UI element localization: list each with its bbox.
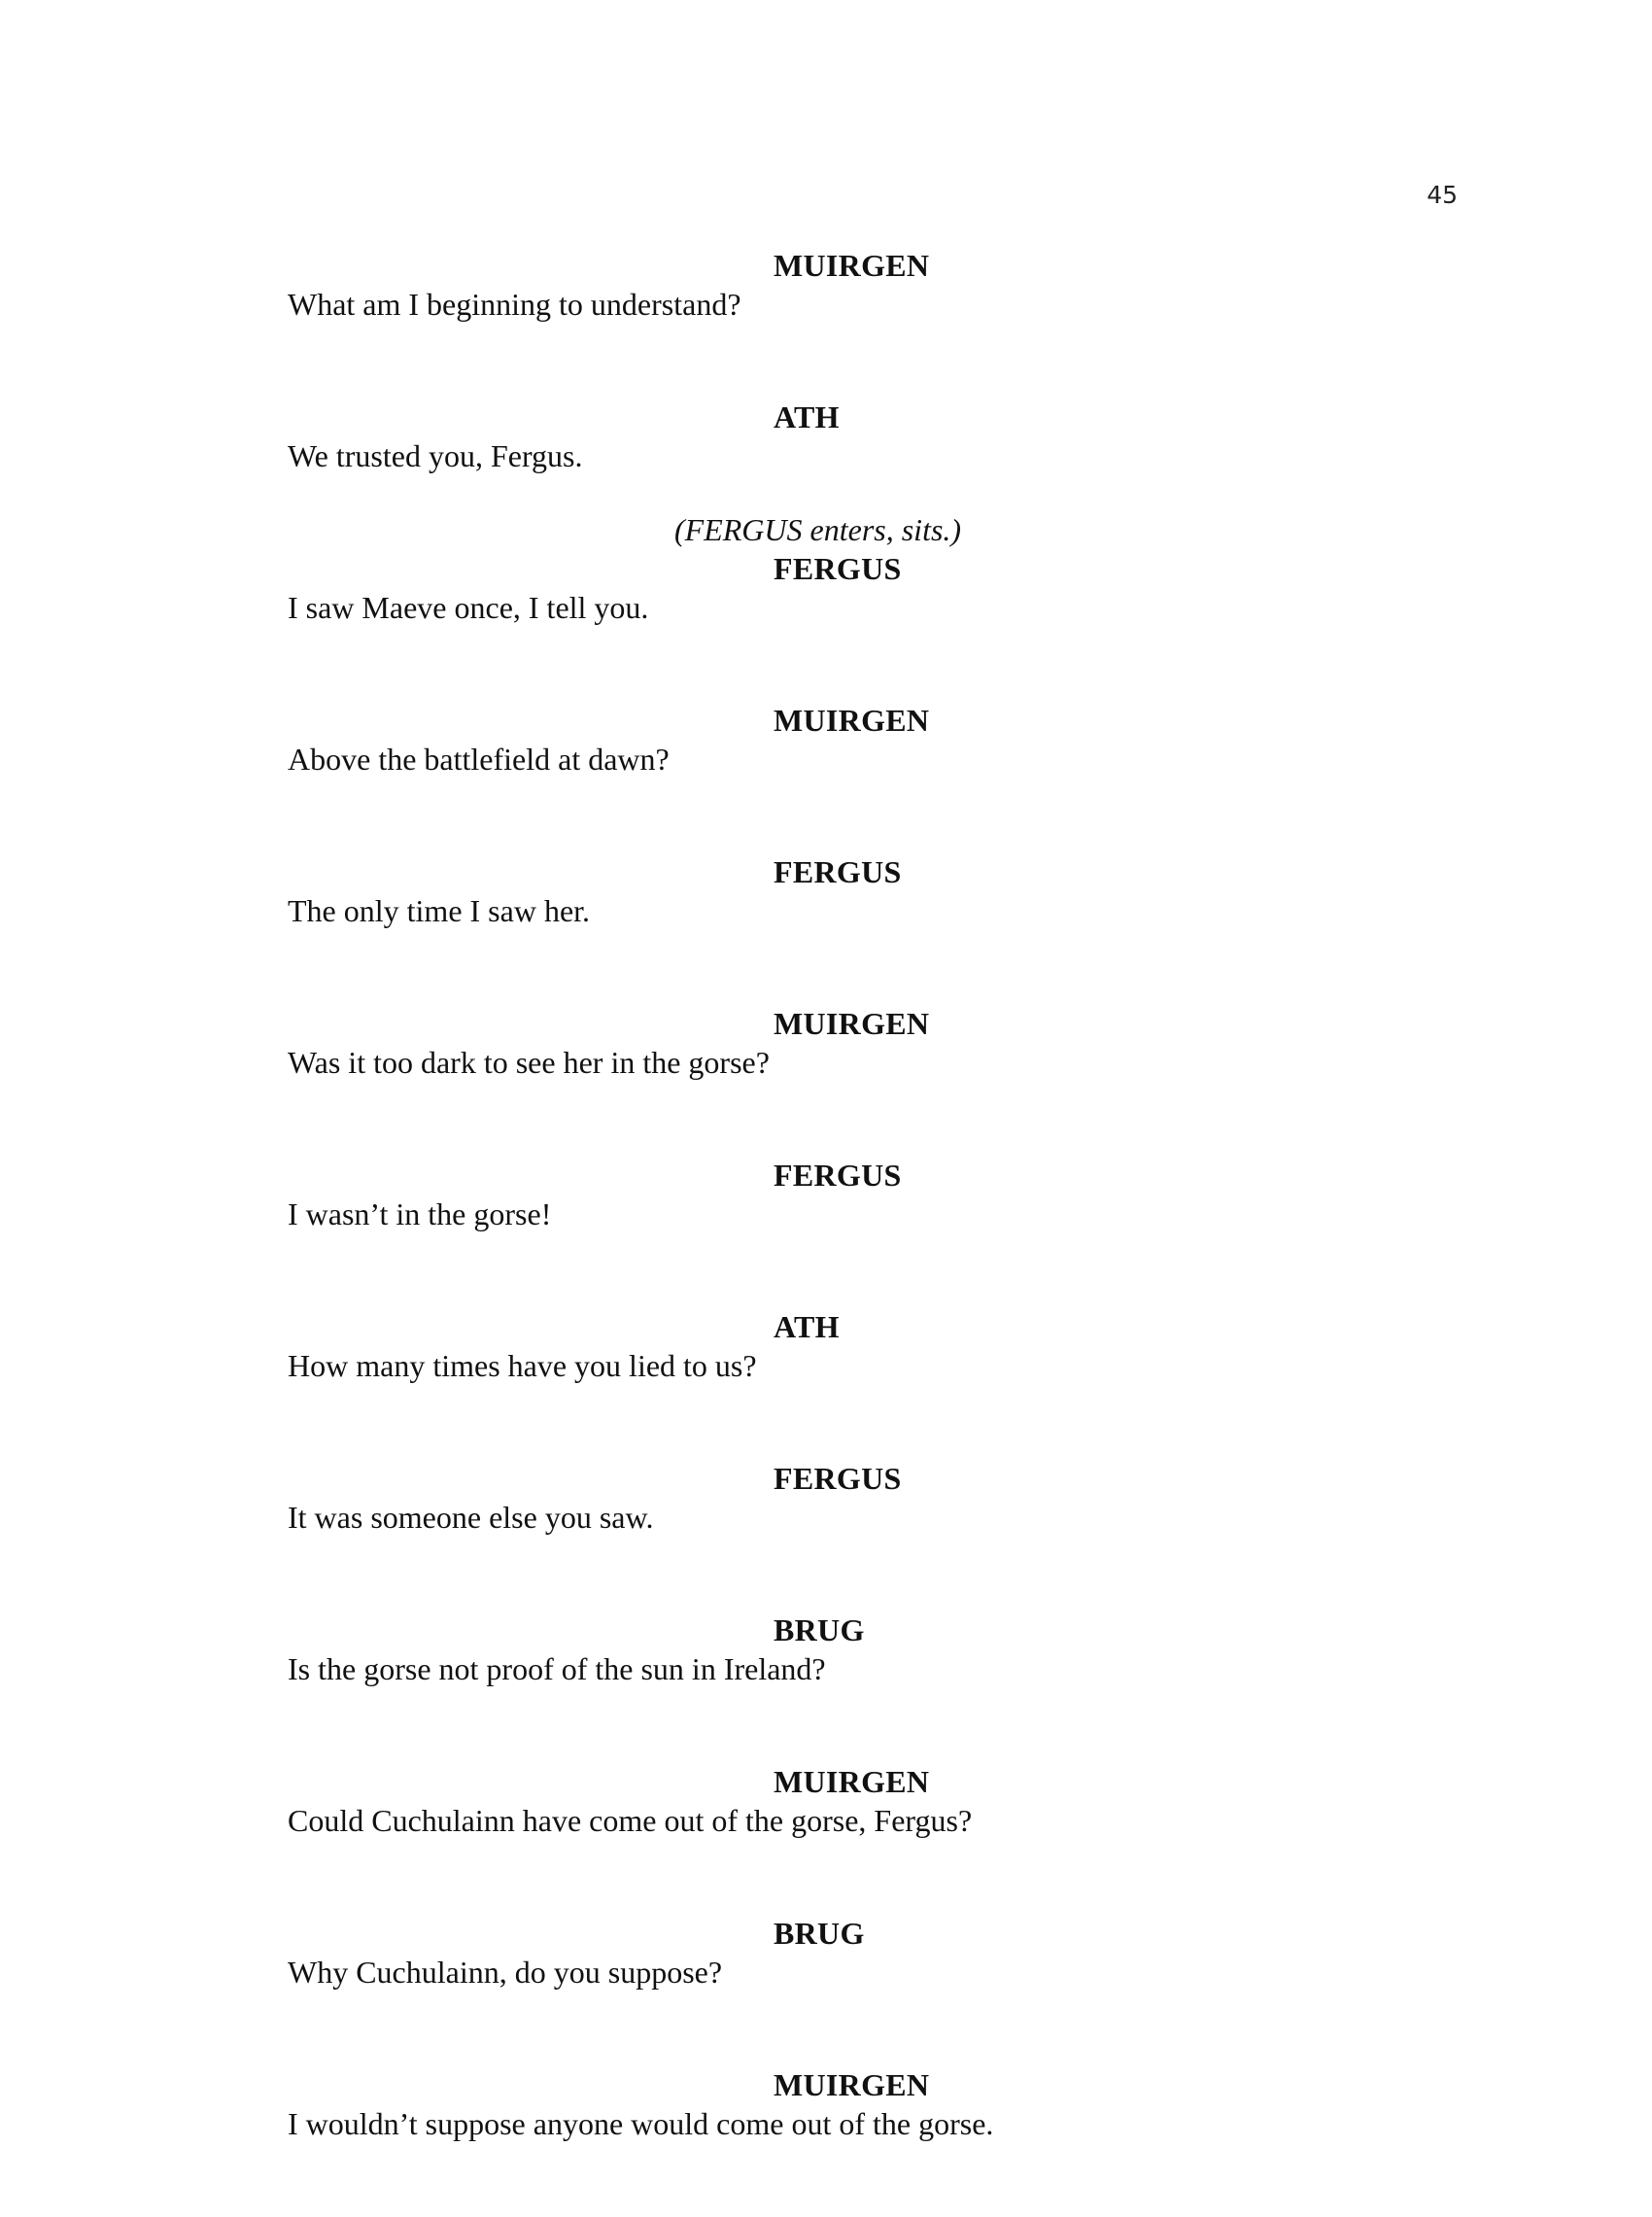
dialogue-block [288, 1156, 1376, 1233]
speaker-name: BRUG [774, 1612, 865, 1647]
speaker-name: MUIRGEN [774, 248, 930, 283]
dialogue-block [288, 1611, 1376, 1688]
dialogue-block [288, 852, 1376, 930]
stage-direction: (FERGUS enters, sits.) [674, 512, 962, 547]
dialogue-line: Above the battlefield at dawn? [288, 742, 670, 777]
dialogue-block [288, 1307, 1376, 1385]
page-number: 45 [1427, 181, 1458, 209]
dialogue-block [288, 246, 1376, 324]
dialogue-line: The only time I saw her. [288, 893, 591, 928]
speaker-name: BRUG [774, 1916, 865, 1951]
speaker-name: MUIRGEN [774, 2067, 930, 2102]
speaker-name: MUIRGEN [774, 1764, 930, 1799]
speaker-name: FERGUS [774, 854, 902, 889]
dialogue-line: We trusted you, Fergus. [288, 438, 583, 473]
dialogue-block [288, 701, 1376, 779]
dialogue-line: I saw Maeve once, I tell you. [288, 590, 649, 625]
dialogue-line: I wasn’t in the gorse! [288, 1196, 552, 1231]
dialogue-line: I wouldn’t suppose anyone would come out of the gorse. [288, 2106, 994, 2141]
dialogue-block [288, 1914, 1376, 1992]
speaker-name: ATH [774, 399, 840, 434]
speaker-name: MUIRGEN [774, 703, 930, 738]
dialogue-line: Could Cuchulainn have come out of the gorse, Fergus? [288, 1803, 973, 1838]
dialogue-block [288, 1459, 1376, 1537]
speaker-name: MUIRGEN [774, 1006, 930, 1041]
speaker-name: FERGUS [774, 1158, 902, 1193]
dialogue-line: Why Cuchulainn, do you suppose? [288, 1955, 723, 1990]
dialogue-line: Was it too dark to see her in the gorse? [288, 1045, 770, 1080]
dialogue-line: Is the gorse not proof of the sun in Ireland? [288, 1651, 826, 1686]
speaker-name: FERGUS [774, 1461, 902, 1496]
dialogue-line: What am I beginning to understand? [288, 287, 741, 322]
speaker-name: ATH [774, 1309, 840, 1344]
dialogue-line: How many times have you lied to us? [288, 1348, 757, 1383]
dialogue-block [288, 1004, 1376, 1082]
script-body [288, 246, 1376, 2217]
dialogue-block [288, 2065, 1376, 2143]
dialogue-block [288, 1762, 1376, 1840]
dialogue-line: It was someone else you saw. [288, 1500, 654, 1535]
speaker-name: FERGUS [774, 551, 902, 586]
dialogue-block [288, 398, 1376, 475]
dialogue-block [288, 510, 1376, 627]
